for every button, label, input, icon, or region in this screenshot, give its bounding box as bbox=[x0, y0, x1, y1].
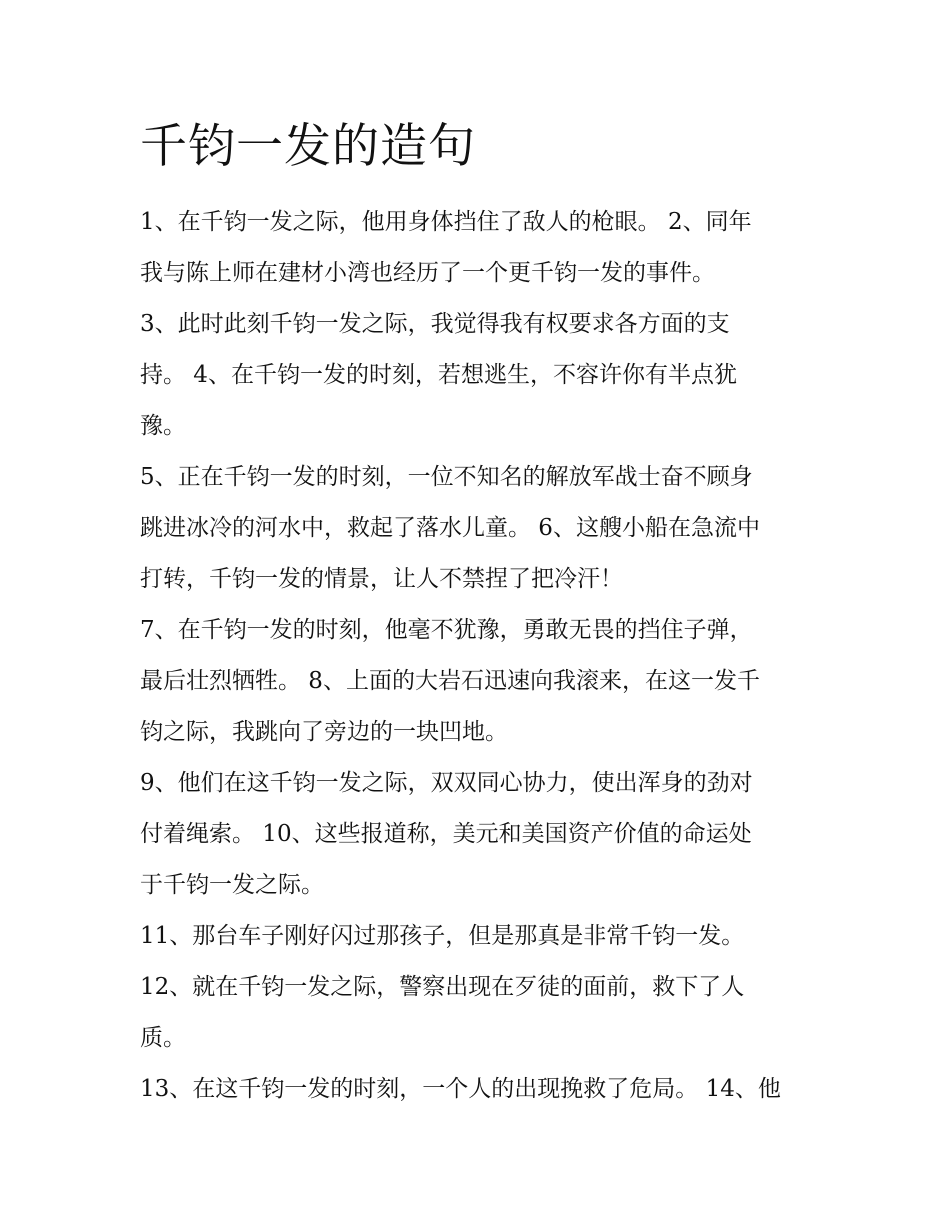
text-line: 付着绳索。 10、这些报道称，美元和美国资产价值的命运处 bbox=[140, 821, 752, 847]
text-line: 1、在千钧一发之际，他用身体挡住了敌人的枪眼。 2、同年 bbox=[140, 209, 752, 235]
text-line: 最后壮烈牺牲。 8、上面的大岩石迅速向我滚来，在这一发千 bbox=[140, 668, 760, 694]
text-line: 钧之际，我跳向了旁边的一块凹地。 bbox=[140, 719, 508, 745]
text-line: 持。 4、在千钧一发的时刻，若想逃生，不容许你有半点犹 bbox=[140, 362, 737, 388]
text-line: 9、他们在这千钧一发之际，双双同心协力，使出浑身的劲对 bbox=[140, 770, 753, 796]
text-line: 质。 bbox=[140, 1025, 186, 1051]
text-line: 11、那台车子刚好闪过那孩子，但是那真是非常千钧一发。 bbox=[140, 923, 745, 949]
text-line: 豫。 bbox=[140, 413, 186, 439]
page-title: 千钧一发的造句 bbox=[140, 119, 476, 174]
text-line: 5、正在千钧一发的时刻，一位不知名的解放军战士奋不顾身 bbox=[140, 464, 753, 490]
text-line: 7、在千钧一发的时刻，他毫不犹豫，勇敢无畏的挡住子弹， bbox=[140, 617, 753, 643]
text-line: 12、就在千钧一发之际，警察出现在歹徒的面前，救下了人 bbox=[140, 974, 745, 1000]
text-line: 于千钧一发之际。 bbox=[140, 872, 324, 898]
text-line: 打转，千钧一发的情景，让人不禁捏了把冷汗！ bbox=[140, 566, 623, 592]
text-line: 跳进冰冷的河水中，救起了落水儿童。 6、这艘小船在急流中 bbox=[140, 515, 760, 541]
text-line: 3、此时此刻千钧一发之际，我觉得我有权要求各方面的支 bbox=[140, 311, 730, 337]
text-line: 13、在这千钧一发的时刻，一个人的出现挽救了危局。 14、他 bbox=[140, 1076, 781, 1102]
text-line: 我与陈上师在建材小湾也经历了一个更千钧一发的事件。 bbox=[140, 260, 715, 286]
